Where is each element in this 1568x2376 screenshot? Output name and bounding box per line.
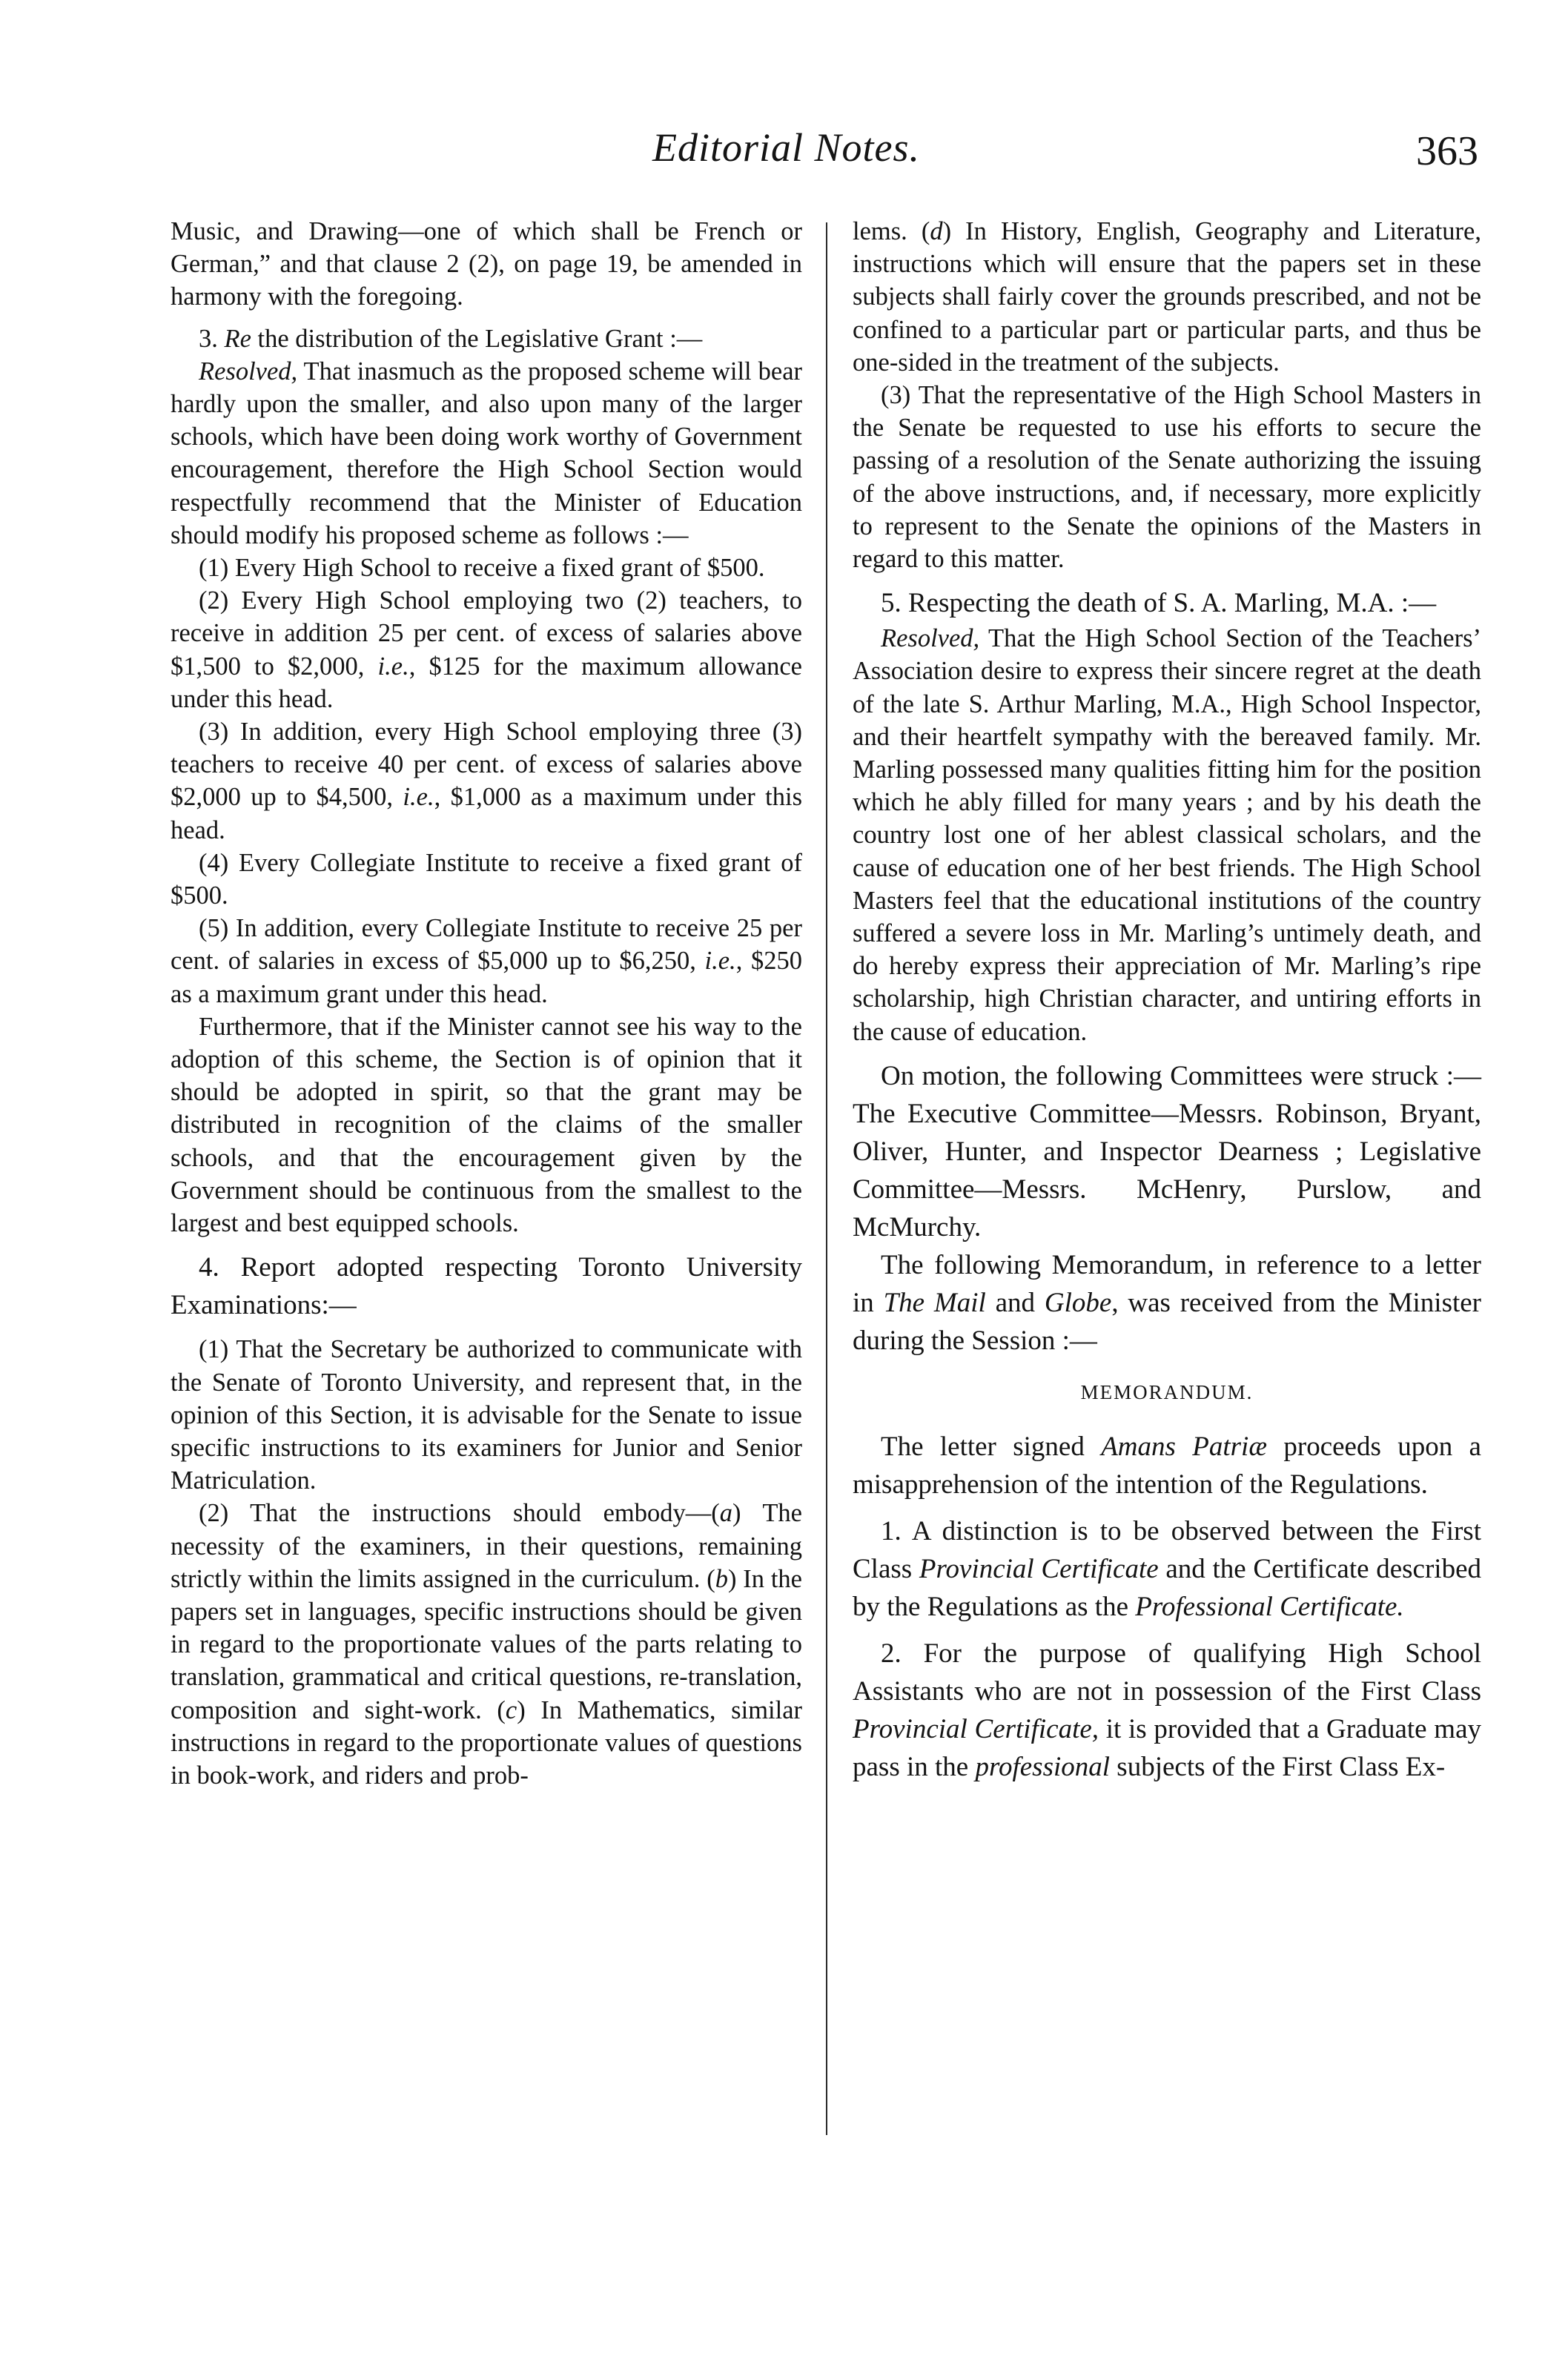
list-item-grant-1: (1) Every High School to receive a fixed grant of $500. [199, 554, 765, 583]
running-head [0, 125, 1568, 184]
paragraph-representative: (3) That the representative of the High School Masters in the Senate be requested to use his efforts to secure the passing of a resolution of the Senate authorizing the issuing of the above instructions, and, if necessary, more explicitly to represent to the Senate the opinions of the Masters in regard to this matter. [853, 381, 1481, 574]
paragraph-resolved-marling: Resolved, That the High School Section of the Teachers’ Association desire to express their sincere regret at the death of the late S. Arthur Marling, M.A., High School Inspector, and their heartfelt sympathy with the bereaved family. Mr. Marling possessed many qualities fitting him for the position which he ably filled for many years ; and by his death the country lost one of her ablest classical scholars, and the cause of education one of her best friends. The High School Masters feel that the educational institutions of the country suffered a severe loss in Mr. Marling’s untimely death, and do hereby express their appreciation of Mr. Marling’s ripe scholarship, high Christian character, and untiring efforts in the cause of education. [853, 624, 1481, 1046]
memorandum-heading: MEMORANDUM. [1080, 1380, 1254, 1403]
running-title: Editorial Notes. [652, 125, 921, 170]
list-item-grant-3: (3) In addition, every High School employing three (3) teachers to receive 40 per cent. of excess of salaries above $2,000 up to $4,500, i.e., $1,000 as a maximum under this head. [171, 718, 802, 844]
paragraph-toronto-report: 4. Report adopted respecting Toronto University Examinations:— [171, 1252, 802, 1321]
page-number: 363 [1416, 128, 1478, 174]
paragraph-secretary: (1) That the Secretary be authorized to communicate with the Senate of Toronto University, and represent that, in the opinion of this Section, it is advisable for the Senate to issue specific instructions to its examiners for Junior and Senior Matriculation. [171, 1335, 802, 1495]
paragraph-marling-death: 5. Respecting the death of S. A. Marling, M.A. :— [881, 588, 1437, 619]
paragraph-furthermore: Furthermore, that if the Minister cannot see his way to the adoption of this scheme, the Section is of opinion that it should be adopted in spirit, so that the grant may be distributed in recognition of the claims of the smaller schools, and that the encouragement given by the Government should be continuous from the smallest to the largest and best equipped schools. [171, 1012, 802, 1238]
list-item-grant-4: (4) Every Collegiate Institute to receive a fixed grant of $500. [171, 848, 802, 910]
column-divider [826, 222, 827, 2135]
paragraph-music-drawing: Music, and Drawing—one of which shall be French or German,” and that clause 2 (2), on page 19, be amended in harmony with the foregoing. [171, 217, 802, 311]
paragraph-committees: On motion, the following Committees were struck :—The Executive Committee—Messrs. Robinson, Bryant, Oliver, Hunter, and Inspector Dearness ; Legislative Committee—Messrs. McHenry, Purslow, and McMurchy. [853, 1060, 1481, 1242]
paragraph-instructions: (2) That the instructions should embody—(a) The necessity of the examiners, in their questions, remaining strictly within the limits assigned in the curriculum. (b) In the papers set in languages, specific instructions should be given in regard to the proportionate values of the parts relating to translation, grammatical and critical questions, re-translation, composition and sight-work. (c) In Mathematics, similar instructions in regard to the proportionate values of questions in book-work, and riders and prob- [171, 1499, 802, 1790]
left-column [171, 215, 802, 1792]
right-column [853, 215, 1481, 1786]
list-item-grant-2: (2) Every High School employing two (2) teachers, to receive in addition 25 per cent. of excess of salaries above $1,500 to $2,000, i.e., $125 for the maximum allowance under this head. [171, 586, 802, 713]
paragraph-history-english: lems. (d) In History, English, Geography and Literature, instructions which will ensure that the papers set in these subjects shall fairly cover the grounds prescribed, and not be confined to a particular part or particular parts, and thus be one-sided in the treatment of the subjects. [853, 217, 1481, 377]
paragraph-legislative-grant: 3. Re the distribution of the Legislative Grant :— [199, 324, 703, 353]
paragraph-memorandum-intro: The following Memorandum, in reference to a letter in The Mail and Globe, was received from the Minister during the Session :— [853, 1249, 1481, 1356]
paragraph-qualifying-assistants: 2. For the purpose of qualifying High School Assistants who are not in possession of the First Class Provincial Certificate, it is provided that a Graduate may pass in the professional subjects of the First Class Ex- [853, 1638, 1481, 1783]
paragraph-resolved-grant: Resolved, That inasmuch as the proposed scheme will bear hardly upon the smaller, and also upon many of the larger schools, which have been doing work worthy of Government encouragement, therefore the High School Section would respectfully recommend that the Minister of Education should modify his proposed scheme as follows :— [171, 357, 802, 549]
paragraph-amans-patriae: The letter signed Amans Patriæ proceeds upon a misapprehension of the intention of the Regulations. [853, 1432, 1481, 1500]
list-item-grant-5: (5) In addition, every Collegiate Institute to receive 25 per cent. of salaries in excess of $5,000 up to $6,250, i.e., $250 as a maximum grant under this head. [171, 914, 803, 1008]
paragraph-distinction: 1. A distinction is to be observed between the First Class Provincial Certificate and the Certificate described by the Regulations as the Professional Certificate. [853, 1516, 1481, 1623]
